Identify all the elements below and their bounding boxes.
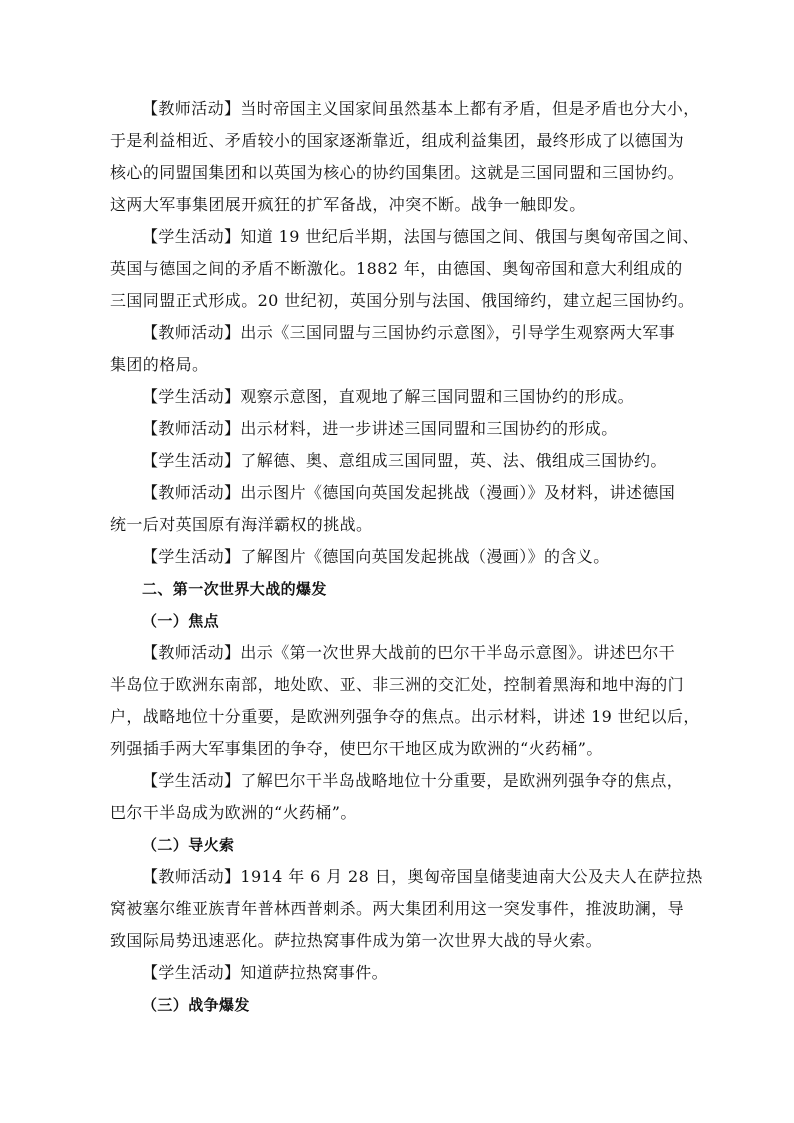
paragraph xyxy=(110,445,690,477)
text-line: 【教师活动】出示《三国同盟与三国协约示意图》，引导学生观察两大军事 xyxy=(142,323,676,342)
paragraph xyxy=(110,221,699,317)
text-line: 半岛位于欧洲东南部，地处欧、亚、非三洲的交汇处，控制着黑海和地中海的门 xyxy=(110,675,685,694)
paragraph xyxy=(110,957,690,989)
text-line: 英国与德国之间的矛盾不断激化。1882 年，由德国、奥匈帝国和意大利组成的 xyxy=(110,259,683,278)
paragraph xyxy=(110,541,690,573)
text-line: 这两大军事集团展开疯狂的扩军备战，冲突不断。战争一触即发。 xyxy=(110,195,586,214)
paragraph xyxy=(110,317,690,381)
text-line: 【学生活动】了解德、奥、意组成三国同盟，英、法、俄组成三国协约。 xyxy=(142,451,667,470)
text-line: 三国同盟正式形成。20 世纪初，英国分别与法国、俄国缔约，建立起三国协约。 xyxy=(110,291,695,310)
paragraph xyxy=(110,765,690,829)
text-line: 核心的同盟国集团和以英国为核心的协约国集团。这就是三国同盟和三国协约。 xyxy=(110,163,685,182)
text-line: 窝被塞尔维亚族青年普林西普刺杀。两大集团利用这一突发事件，推波助澜，导 xyxy=(110,899,685,918)
text-line: 户，战略地位十分重要，是欧洲列强争夺的焦点。出示材料，讲述 19 世纪以后， xyxy=(110,707,700,726)
document-page xyxy=(110,93,703,1021)
subsection-heading: （三）战争爆发 xyxy=(142,996,250,1014)
text-line: 【学生活动】知道 19 世纪后半期，法国与德国之间、俄国与奥匈帝国之间、 xyxy=(142,227,699,246)
text-line: 【学生活动】知道萨拉热窝事件。 xyxy=(142,963,389,982)
section-heading: 二、第一次世界大战的爆发 xyxy=(142,580,327,598)
subsection-heading: （一）焦点 xyxy=(142,612,220,630)
text-line: 致国际局势迅速恶化。萨拉热窝事件成为第一次世界大战的导火索。 xyxy=(110,931,603,950)
text-line: 【教师活动】出示图片《德国向英国发起挑战（漫画）》及材料，讲述德国 xyxy=(142,483,676,502)
paragraph xyxy=(110,637,700,765)
paragraph xyxy=(110,93,700,221)
paragraph xyxy=(110,861,703,957)
text-line: 【教师活动】出示《第一次世界大战前的巴尔干半岛示意图》。讲述巴尔干 xyxy=(142,643,676,662)
text-line: 统一后对英国原有海洋霸权的挑战。 xyxy=(110,515,373,534)
text-line: 【学生活动】了解图片《德国向英国发起挑战（漫画）》的含义。 xyxy=(142,547,610,566)
paragraph xyxy=(110,413,690,445)
paragraph xyxy=(110,381,690,413)
text-line: 列强插手两大军事集团的争夺，使巴尔干地区成为欧洲的“火药桶”。 xyxy=(110,739,603,758)
text-line: 【教师活动】当时帝国主义国家间虽然基本上都有矛盾，但是矛盾也分大小， xyxy=(142,99,700,118)
text-line: 【学生活动】了解巴尔干半岛战略地位十分重要，是欧洲列强争夺的焦点， xyxy=(142,771,684,790)
text-line: 【教师活动】出示材料，进一步讲述三国同盟和三国协约的形成。 xyxy=(142,419,618,438)
subsection-heading: （二）导火索 xyxy=(142,836,235,854)
text-line: 于是利益相近、矛盾较小的国家逐渐靠近，组成利益集团，最终形成了以德国为 xyxy=(110,131,685,150)
text-line: 集团的格局。 xyxy=(110,355,209,374)
paragraph xyxy=(110,477,690,541)
text-line: 【学生活动】观察示意图，直观地了解三国同盟和三国协约的形成。 xyxy=(142,387,635,406)
text-line: 巴尔干半岛成为欧洲的“火药桶”。 xyxy=(110,803,357,822)
text-line: 【教师活动】1914 年 6 月 28 日，奥匈帝国皇储斐迪南大公及夫人在萨拉热 xyxy=(142,867,703,886)
